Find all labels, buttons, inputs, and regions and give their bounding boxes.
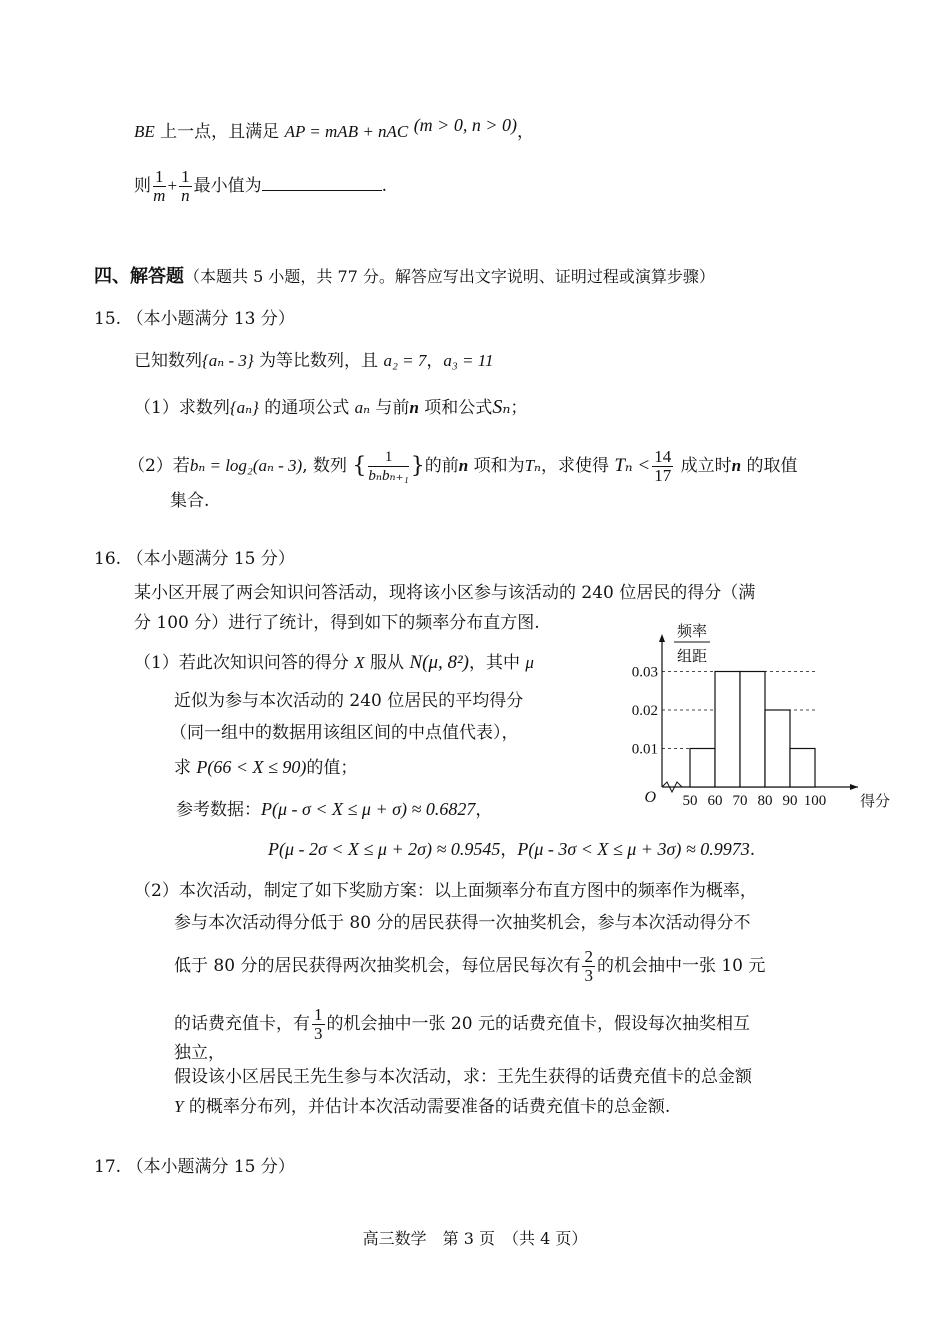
cond-a2: a₂ = 7 — [383, 351, 427, 370]
q16-ref-l1 — [176, 798, 492, 821]
y-tick-0.03: 0.03 — [631, 664, 658, 681]
sequence-an-minus-3: {aₙ - 3} — [202, 351, 254, 370]
q15-text: 的前 — [424, 456, 459, 476]
vector-equation: AP = mAB + nAC — [284, 122, 409, 141]
q15-head: 15. （本小题满分 13 分） — [94, 309, 295, 329]
q16-part2-l7 — [174, 1096, 670, 1118]
frac-num: 14 — [654, 447, 672, 466]
q14-text: 最小值为 — [193, 176, 262, 196]
frequency-histogram — [630, 620, 890, 820]
q16-text: 的概率分布列，并估计本次活动需要准备的话费充值卡的总金额. — [183, 1097, 671, 1117]
x-tick-60: 60 — [707, 793, 723, 809]
q16-text: 的机会抽中一张 10 元 — [596, 956, 766, 976]
bar-50-60 — [690, 749, 715, 788]
q16-text: 求 — [174, 758, 197, 778]
x-tick-100: 100 — [803, 793, 827, 809]
y-tick-0.01: 0.01 — [631, 741, 658, 758]
q16-part1-l4 — [174, 756, 357, 779]
var-n: n — [409, 398, 419, 417]
q15-text: 的取值 — [741, 456, 798, 476]
q16-text: （1）若此次知识问答的得分 — [134, 653, 355, 673]
frac-den: n — [181, 186, 190, 205]
q17-head: 17. （本小题满分 15 分） — [94, 1157, 295, 1177]
bar-60-70 — [715, 672, 740, 788]
q16-part2-l3 — [174, 948, 765, 985]
var-x: X — [354, 653, 365, 672]
q15-text: 为等比数列，且 — [253, 351, 384, 371]
q16-part1-l3: （同一组中的数据用该组区间的中点值代表）， — [170, 723, 519, 743]
q16-part2-l6: 假设该小区居民王先生参与本次活动，求：王先生获得的话费充值卡的总金额 — [174, 1067, 752, 1087]
q16-text: ，其中 — [469, 653, 526, 673]
q15-part2-cont: 集合. — [170, 491, 210, 511]
q16-intro-2: 分 100 分）进行了统计，得到如下的频率分布直方图. — [134, 613, 540, 633]
q16-part2-l5: 独立， — [174, 1043, 225, 1063]
frac-den: 3 — [314, 1024, 323, 1043]
frac-num: 2 — [584, 947, 593, 966]
answer-blank[interactable] — [262, 174, 382, 191]
var-an: aₙ — [354, 398, 371, 417]
brace-left: { — [352, 453, 367, 479]
frac-den: 3 — [584, 966, 593, 985]
def-bn: bₙ = log₂(aₙ - 3) — [189, 456, 303, 475]
fraction-14-over-17 — [652, 448, 673, 485]
punct: ； — [510, 398, 528, 418]
punct: ， — [500, 840, 518, 860]
var-mu: μ — [525, 653, 534, 672]
q15-text: 的通项公式 — [258, 398, 355, 418]
section-note: （本题共 5 小题，共 77 分。解答应写出文字说明、证明过程或演算步骤） — [184, 267, 715, 286]
segment-be: BE — [134, 122, 155, 141]
q14-text: 则 — [134, 176, 151, 196]
punct: ， — [516, 122, 534, 142]
fraction-1-over-m — [153, 168, 166, 205]
section-heading: 四、解答题 — [94, 266, 184, 287]
ref-data-3: P(μ - 3σ < X ≤ μ + 3σ) ≈ 0.9973 — [517, 839, 750, 859]
q15-text: ，求使得 — [540, 456, 609, 476]
x-axis-label: 得分 — [860, 792, 890, 810]
cond-a3: a₃ = 11 — [443, 351, 494, 370]
fraction-2-over-3 — [582, 948, 595, 985]
var-n: n — [731, 456, 742, 475]
var-tn: Tₙ — [524, 456, 541, 475]
punct: . — [749, 840, 756, 860]
punct: ， — [475, 800, 493, 820]
q14-line1 — [134, 115, 534, 143]
ref-data-1: P(μ - σ < X ≤ μ + σ) ≈ 0.6827 — [261, 799, 476, 819]
bar-70-80 — [740, 672, 765, 788]
frac-den: m — [153, 186, 166, 205]
section-title — [94, 266, 715, 288]
bar-90-100 — [790, 749, 815, 788]
x-tick-70: 70 — [732, 793, 748, 809]
q15-text: 项和公式 — [418, 398, 493, 418]
fraction-1-over-bnbn1 — [368, 448, 408, 485]
q14-line2 — [134, 168, 387, 205]
q16-part1-l2: 近似为参与本次活动的 240 位居民的平均得分 — [174, 691, 524, 711]
prob-expr: P(66 < X ≤ 90) — [196, 757, 307, 777]
frac-num: 1 — [155, 167, 164, 186]
q15-text: 成立时 — [675, 456, 732, 476]
fraction-1-over-3 — [312, 1006, 325, 1043]
q16-ref-l2 — [268, 838, 755, 861]
ref-label: 参考数据： — [176, 800, 261, 820]
q15-part2 — [128, 448, 797, 485]
sequence-an: {aₙ} — [229, 398, 259, 417]
frac-den: bₙbₙ₊₁ — [368, 468, 409, 484]
normal-dist: N(μ, 8²) — [409, 652, 469, 673]
condition: (m > 0, n > 0) — [413, 115, 517, 135]
frac-den: 17 — [654, 466, 672, 485]
plus-sign: + — [167, 176, 178, 195]
var-sn: Sₙ — [492, 396, 511, 418]
q15-text: 已知数列 — [134, 351, 202, 371]
origin-label: O — [644, 789, 656, 806]
x-tick-80: 80 — [757, 793, 773, 809]
q16-part2-l2: 参与本次活动得分低于 80 分的居民获得一次抽奖机会，参与本次活动得分不 — [174, 913, 751, 933]
x-tick-90: 90 — [782, 793, 798, 809]
q16-text: 的值； — [306, 758, 358, 778]
frac-num: 1 — [314, 1005, 323, 1024]
q15-text: , 数列 — [302, 456, 348, 476]
q16-text: 的话费充值卡，有 — [174, 1014, 310, 1034]
q16-part2-l4 — [174, 1006, 750, 1043]
y-tick-0.02: 0.02 — [631, 703, 658, 719]
q15-part1 — [134, 396, 527, 419]
x-axis-arrow — [850, 784, 858, 790]
q15-text: 项和为 — [468, 456, 525, 476]
brace-right: } — [410, 453, 425, 479]
ineq-tn: Tₙ < — [614, 455, 651, 476]
q15-intro — [134, 350, 493, 372]
q14-text: 上一点，且满足 — [154, 122, 285, 142]
x-tick-50: 50 — [682, 793, 698, 809]
frac-num: 1 — [181, 167, 190, 186]
ref-data-2: P(μ - 2σ < X ≤ μ + 2σ) ≈ 0.9545 — [268, 839, 501, 859]
y-axis-arrow — [659, 634, 665, 642]
q15-text: （1）求数列 — [134, 398, 230, 418]
y-axis-label-bottom: 组距 — [676, 647, 708, 665]
punct: ， — [426, 351, 444, 371]
var-y: Y — [174, 1097, 184, 1116]
q15-text: （2）若 — [128, 456, 190, 476]
bar-80-90 — [765, 710, 790, 787]
q16-head: 16. （本小题满分 15 分） — [94, 549, 295, 569]
q15-text: 与前 — [370, 398, 410, 418]
y-axis-label-top: 频率 — [676, 622, 708, 640]
q16-text: 服从 — [364, 653, 410, 673]
punct: . — [381, 176, 387, 196]
q16-part2-l1: （2）本次活动，制定了如下奖励方案：以上面频率分布直方图中的频率作为概率， — [134, 881, 757, 901]
frac-num: 1 — [368, 448, 408, 467]
q16-text: 低于 80 分的居民获得两次抽奖机会，每位居民每次有 — [174, 956, 581, 976]
q16-part1-l1 — [134, 652, 534, 674]
q16-text: 的机会抽中一张 20 元的话费充值卡，假设每次抽奖相互 — [326, 1014, 750, 1034]
page-footer: 高三数学 第 3 页 （共 4 页） — [362, 1229, 588, 1248]
fraction-1-over-n — [179, 168, 192, 205]
q16-intro-1: 某小区开展了两会知识问答活动，现将该小区参与该活动的 240 位居民的得分（满 — [134, 583, 756, 603]
var-n: n — [458, 456, 469, 475]
